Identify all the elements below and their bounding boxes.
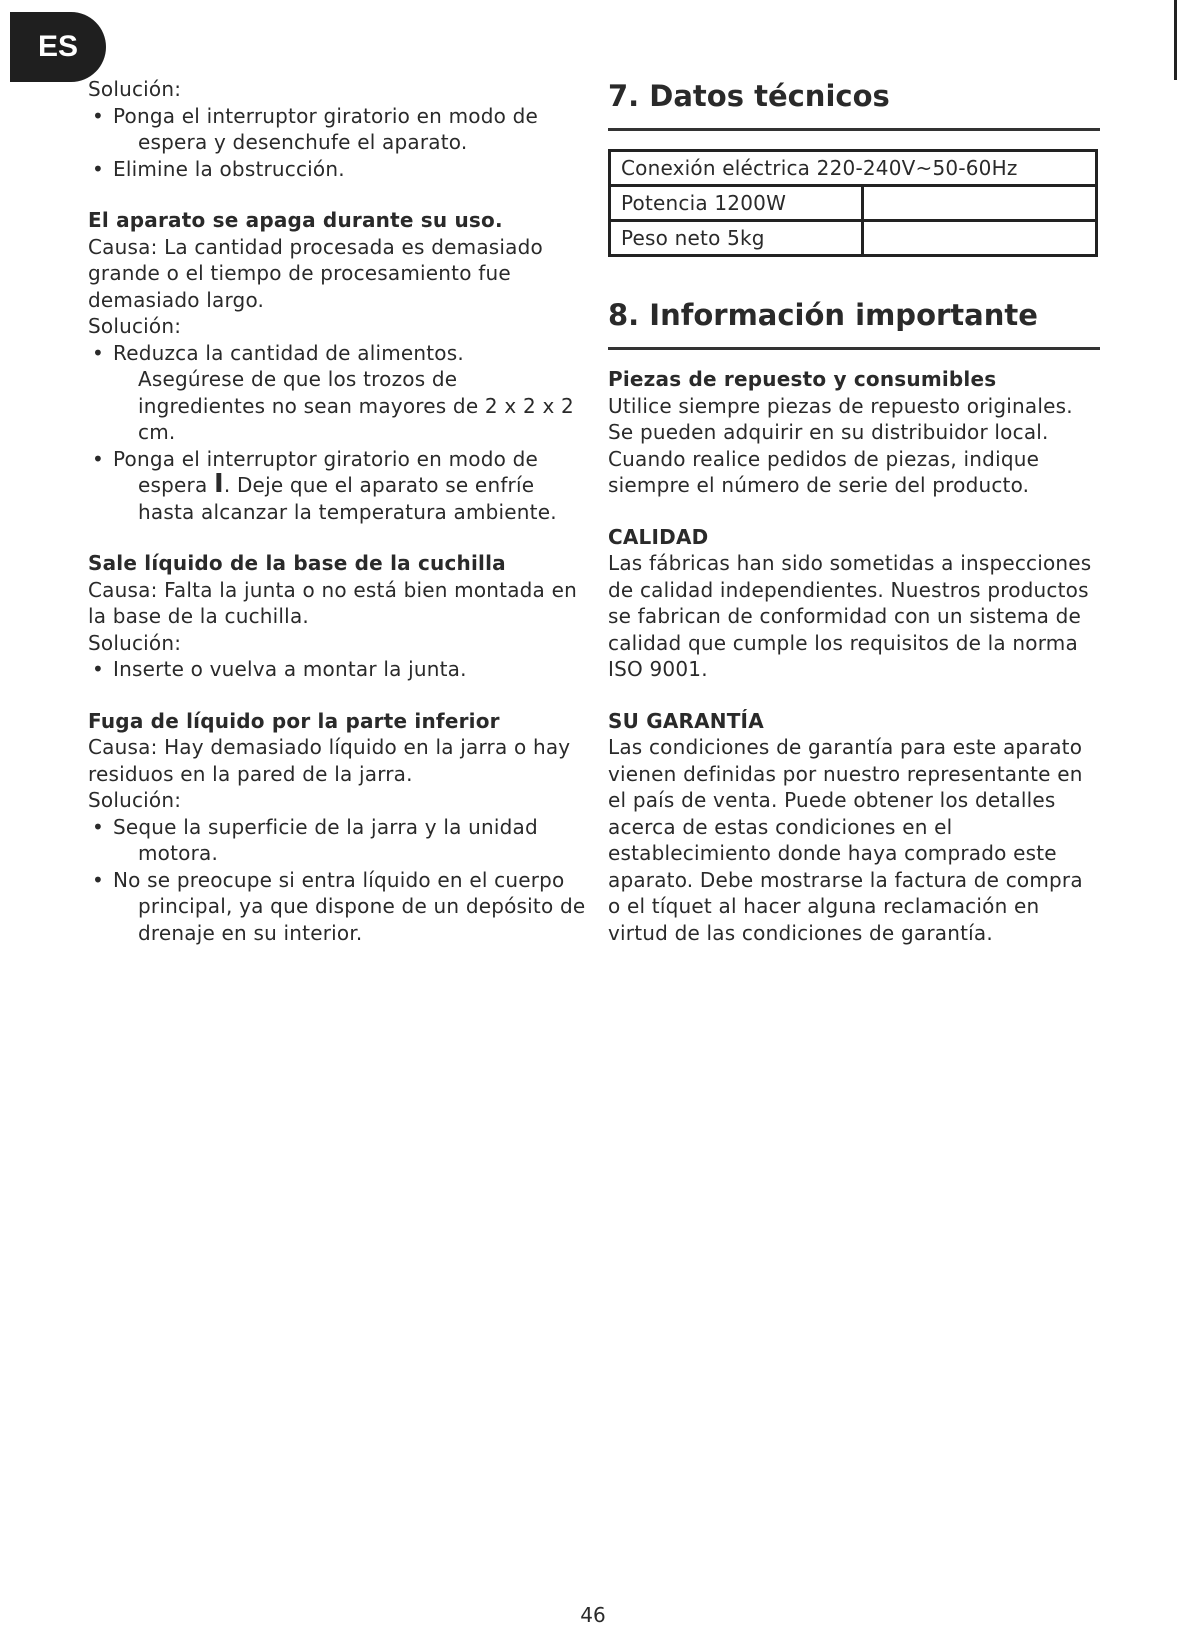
- body-calidad: Las fábricas han sido sometidas a inspecciones de calidad independientes. Nuestros productos se fabrican de conformidad con un sistema de calidad que cumple los requisitos de la norma ISO 9001.: [608, 551, 1092, 681]
- bullet-text: Asegúrese de que los trozos de ingredientes no sean mayores de 2 x 2 x 2 cm.: [138, 367, 574, 444]
- causa-fuga: Causa: Hay demasiado líquido en la jarra o hay residuos en la pared de la jarra.: [88, 735, 571, 786]
- spec-value: [863, 221, 1097, 256]
- list-item: • Inserte o vuelva a montar la junta.: [88, 656, 588, 683]
- spec-value: [863, 186, 1097, 221]
- tech-specs-table: [608, 149, 1098, 257]
- list-item: [88, 340, 588, 446]
- intro-solucion-label: Solución:: [88, 77, 182, 101]
- causa-apaga: Causa: La cantidad procesada es demasiado grande o el tiempo de procesamiento fue demasiado largo.: [88, 234, 543, 312]
- heading-fuga: Fuga de líquido por la parte inferior: [88, 708, 500, 733]
- list-item: • Ponga el interruptor giratorio en modo de espera y desenchufe el aparato.: [88, 103, 588, 156]
- heading-garantia: SU GARANTÍA: [608, 708, 764, 733]
- body-garantia: Las condiciones de garantía para este aparato vienen definidas por nuestro representante en el país de venta. Puede obtener los detalles acerca de estas condiciones en el establecimiento donde haya comprado este aparato. Debe mostrarse la factura de compra o el tíquet al hacer alguna reclamación en virtud de las condiciones de garantía.: [608, 735, 1083, 945]
- heading-calidad: CALIDAD: [608, 524, 709, 549]
- solucion-label-apaga: Solución:: [88, 314, 182, 338]
- page-edge-mark: [1174, 0, 1177, 80]
- section-7-title: 7. Datos técnicos: [608, 76, 1100, 131]
- solucion-label-liquido-base: Solución:: [88, 630, 182, 655]
- table-row: [610, 221, 1097, 256]
- language-tab: ES: [10, 12, 106, 82]
- solucion-label-fuga: Solución:: [88, 788, 182, 812]
- spec-label: Conexión eléctrica 220-240V~50-60Hz: [610, 151, 1097, 186]
- heading-liquido-base: Sale líquido de la base de la cuchilla: [88, 551, 506, 575]
- list-item: • Seque la superficie de la jarra y la unidad motora.: [88, 814, 588, 867]
- heading-apaga: El aparato se apaga durante su uso.: [88, 208, 503, 232]
- bullet-list-fuga: [88, 814, 588, 947]
- table-row: [610, 186, 1097, 221]
- heading-piezas: Piezas de repuesto y consumibles: [608, 367, 997, 391]
- body-piezas: Utilice siempre piezas de repuesto originales. Se pueden adquirir en su distribuidor local. Cuando realice pedidos de piezas, indique siempre el número de serie del producto.: [608, 393, 1073, 497]
- page-number: 46: [580, 1603, 606, 1627]
- list-item: [88, 446, 588, 526]
- spec-label: Potencia 1200W: [610, 186, 863, 221]
- bullet-text: Ponga el interruptor giratorio en modo de espera: [113, 446, 539, 497]
- bullet-text: . Deje que el aparato se enfríe hasta alcanzar la temperatura ambiente.: [138, 473, 557, 524]
- bullet-list-apaga: [88, 340, 588, 526]
- section-8: [608, 295, 1100, 946]
- right-column: [608, 76, 1100, 946]
- section-8-title: 8. Información importante: [608, 295, 1100, 350]
- bullet-text: Reduzca la cantidad de alimentos.: [113, 340, 464, 365]
- spec-label: Peso neto 5kg: [610, 221, 863, 256]
- standby-symbol: I: [213, 469, 224, 499]
- bullet-list-liquido-base: [88, 656, 588, 683]
- list-item: • Elimine la obstrucción.: [88, 156, 588, 183]
- left-column: [88, 76, 588, 946]
- table-row: [610, 151, 1097, 186]
- list-item: • No se preocupe si entra líquido en el cuerpo principal, ya que dispone de un depósito de drenaje en su interior.: [88, 867, 588, 947]
- causa-liquido-base: Causa: Falta la junta o no está bien montada en la base de la cuchilla.: [88, 577, 577, 628]
- intro-bullet-list: [88, 103, 588, 183]
